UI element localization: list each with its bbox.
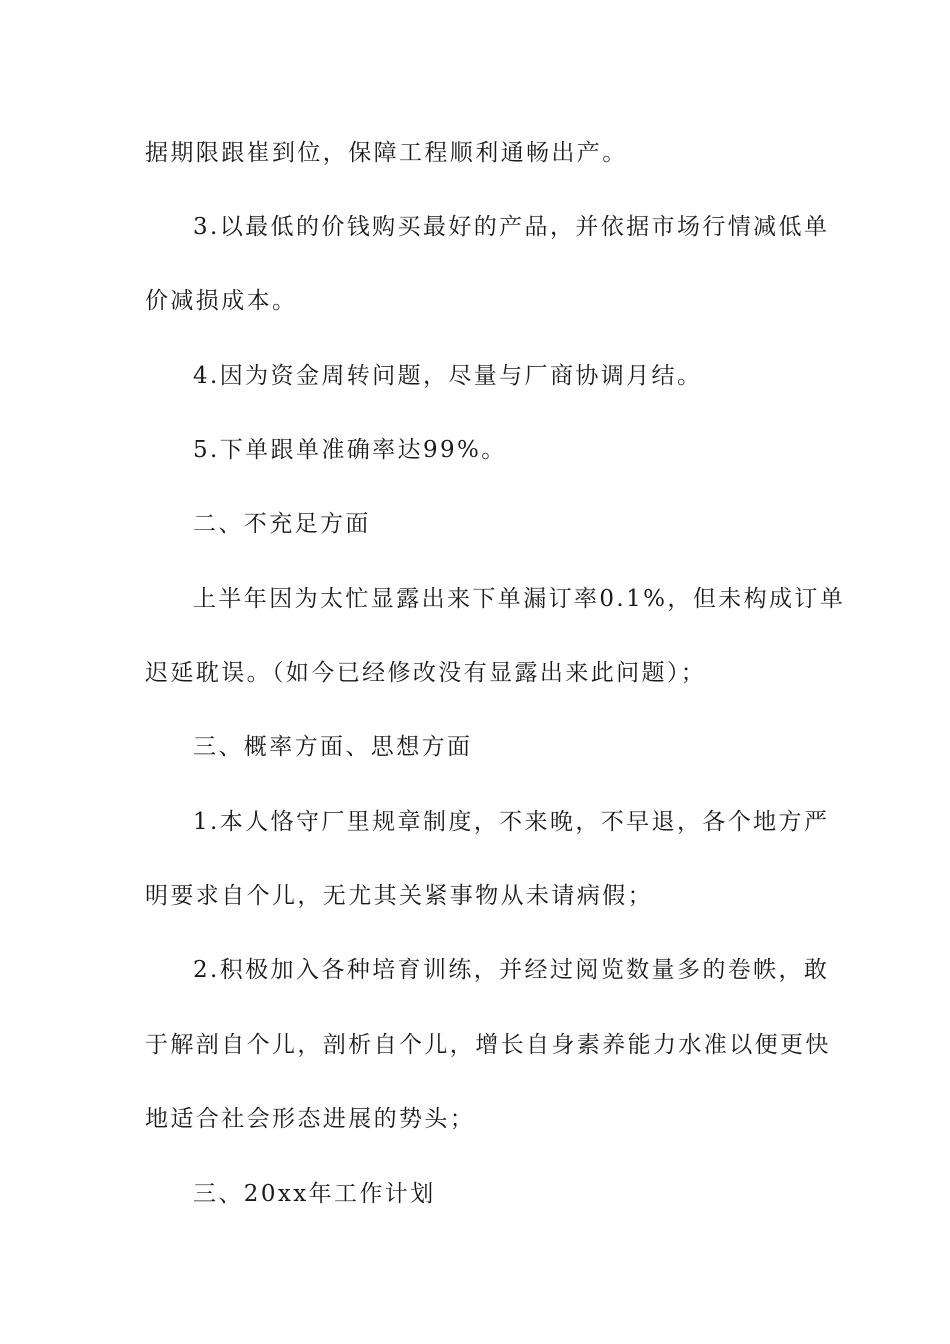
paragraph-line: 迟延耽误。（如今已经修改没有显露出来此问题）； — [145, 660, 707, 686]
paragraph-line: 地适合社会形态进展的势头； — [145, 1106, 476, 1132]
paragraph-line: 上半年因为太忙显露出来下单漏订率0.1%，但未构成订单 — [193, 586, 846, 612]
list-item-4: 4.因为资金周转问题，尽量与厂商协调月结。 — [193, 363, 703, 389]
list-item-5: 5.下单跟单准确率达99%。 — [193, 437, 507, 463]
paragraph-line: 据期限跟崔到位，保障工程顺利通畅出产。 — [145, 140, 628, 166]
paragraph-line: 价减损成本。 — [145, 288, 298, 314]
section-heading: 二、不充足方面 — [193, 511, 371, 537]
section-heading: 三、概率方面、思想方面 — [193, 734, 473, 760]
list-item-2: 2.积极加入各种培育训练，并经过阅览数量多的卷帙，敢 — [193, 957, 830, 983]
paragraph-line: 明要求自个儿，无尤其关紧事物从未请病假； — [145, 883, 653, 909]
section-heading: 三、20xx年工作计划 — [193, 1181, 436, 1207]
list-item-3: 3.以最低的价钱购买最好的产品，并依据市场行情减低单 — [193, 214, 830, 240]
paragraph-line: 于解剖自个儿，剖析自个儿，增长自身素养能力水准以便更快 — [145, 1032, 831, 1058]
list-item-1: 1.本人恪守厂里规章制度，不来晚，不早退，各个地方严 — [193, 809, 830, 835]
